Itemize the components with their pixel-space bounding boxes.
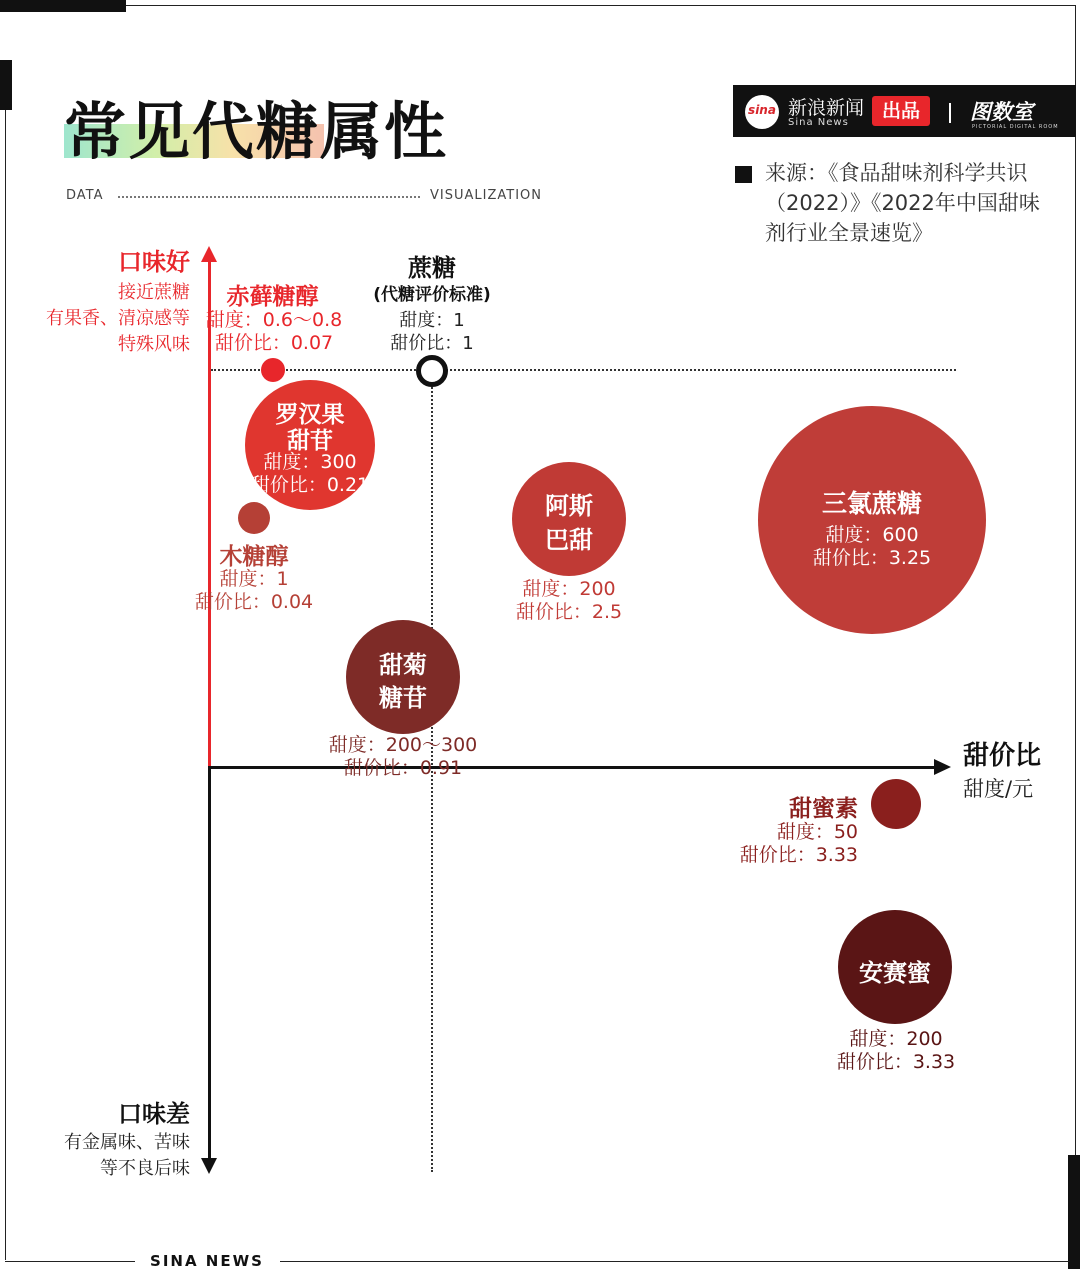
desc-line: 接近蔗糖 — [118, 282, 190, 303]
reference-ratio: 甜价比：1 — [390, 333, 474, 354]
stevia-name-line1: 甜菊 — [379, 651, 427, 679]
stevia-ratio: 甜价比：0.91 — [343, 757, 463, 779]
reference-subtitle: (代糖评价标准) — [373, 285, 491, 305]
source-note: 来源：《食品甜味剂科学共识（2022）》《2022年中国甜味剂行业全景速览》 — [765, 161, 1040, 245]
studio-logo: 图数室 — [970, 100, 1033, 124]
aspartame-name-line2: 巴甜 — [545, 526, 593, 554]
acesulfame-sweetness: 甜度：200 — [849, 1028, 943, 1050]
aspartame-name-line1: 阿斯 — [545, 492, 593, 520]
frame-line — [1075, 5, 1076, 1155]
xylitol-sweetness: 甜度：1 — [219, 568, 289, 590]
frame-corner — [1068, 1155, 1080, 1269]
reference-point — [416, 355, 448, 387]
frame-line — [126, 5, 1076, 6]
brand-name: 新浪新闻 — [788, 97, 865, 119]
frame-line — [5, 1261, 135, 1262]
bubble-xylitol — [238, 502, 270, 534]
erythritol-name: 赤藓糖醇 — [226, 284, 319, 310]
page-title: 常见代糖属性 — [64, 95, 449, 168]
desc-line: 特殊风味 — [118, 334, 190, 355]
bubble-erythritol — [261, 358, 285, 382]
footer-brand: SINA NEWS — [150, 1252, 264, 1270]
sucralose-ratio: 甜价比：3.25 — [812, 547, 932, 569]
cyclamate-ratio: 甜价比：3.33 — [739, 844, 858, 866]
y-axis-top-label: 口味好 — [118, 248, 190, 276]
acesulfame-name: 安赛蜜 — [859, 959, 931, 987]
dotted-divider — [118, 196, 420, 198]
mogroside-ratio: 甜价比：0.21 — [250, 474, 370, 496]
xylitol-ratio: 甜价比：0.04 — [194, 591, 314, 613]
stevia-sweetness: 甜度：200～300 — [328, 734, 478, 756]
mogroside-name-line2: 甜苷 — [287, 428, 333, 454]
y-axis-bottom-desc — [20, 1130, 190, 1182]
arrow-up-icon — [201, 246, 217, 262]
frame-corner — [0, 60, 12, 110]
frame-corner — [0, 0, 126, 12]
stevia-name-line2: 糖苷 — [379, 684, 427, 712]
sucralose-sweetness: 甜度：600 — [825, 524, 919, 546]
xylitol-name: 木糖醇 — [219, 544, 289, 570]
bubble-sucralose — [758, 406, 986, 634]
visualization-label: VISUALIZATION — [430, 188, 542, 203]
arrow-down-icon — [201, 1158, 217, 1174]
reference-sweetness: 甜度：1 — [399, 310, 465, 331]
brand-name-en: Sina News — [788, 117, 849, 128]
erythritol-sweetness: 甜度：0.6～0.8 — [205, 309, 343, 331]
mogroside-name-line1: 罗汉果 — [275, 402, 345, 428]
aspartame-sweetness: 甜度：200 — [522, 578, 616, 600]
desc-line: 等不良后味 — [100, 1158, 190, 1179]
x-axis-subtitle: 甜度/元 — [963, 777, 1034, 801]
aspartame-ratio: 甜价比：2.5 — [515, 601, 623, 623]
desc-line: 有果香、清凉感等 — [46, 308, 190, 329]
y-axis-bottom-label: 口味差 — [118, 1100, 190, 1128]
source-marker-icon — [735, 166, 752, 183]
logo-separator — [949, 103, 951, 123]
data-label: DATA — [66, 188, 104, 203]
brand-tag: 出品 — [872, 96, 930, 126]
frame-line — [280, 1261, 1070, 1262]
desc-line: 有金属味、苦味 — [64, 1132, 190, 1153]
mogroside-sweetness: 甜度：300 — [263, 451, 357, 473]
cyclamate-sweetness: 甜度：50 — [776, 821, 858, 843]
arrow-right-icon — [934, 759, 951, 775]
x-axis-title: 甜价比 — [963, 741, 1042, 771]
erythritol-ratio: 甜价比：0.07 — [214, 332, 334, 354]
reference-line-horizontal — [211, 369, 956, 371]
sina-logo-icon — [745, 95, 779, 129]
y-axis-bad — [208, 768, 211, 1160]
acesulfame-ratio: 甜价比：3.33 — [836, 1051, 956, 1073]
y-axis-top-desc — [20, 280, 190, 358]
cyclamate-name: 甜蜜素 — [789, 796, 858, 822]
studio-logo-sub: PICTORIAL DIGITAL ROOM — [972, 124, 1059, 130]
sucralose-name: 三氯蔗糖 — [821, 489, 922, 518]
frame-line — [5, 110, 6, 1260]
sina-logo-text: sina — [748, 103, 776, 117]
reference-name: 蔗糖 — [408, 254, 456, 282]
bubble-cyclamate — [871, 779, 921, 829]
